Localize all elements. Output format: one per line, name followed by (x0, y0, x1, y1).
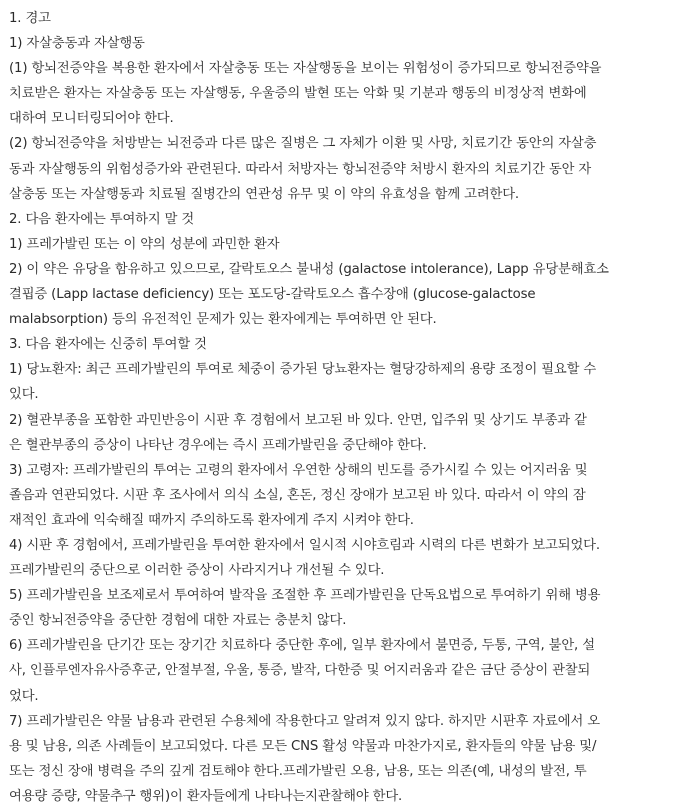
text-line: 5) 프레가발린을 보조제로서 투여하여 발작을 조절한 후 프레가발린을 단독요법으로 투여하기 위해 병용 (9, 588, 601, 604)
text-line: 사, 인플루엔자유사증후군, 안절부절, 우울, 통증, 발작, 다한증 및 어지러움과 같은 금단 증상이 관찰되 (9, 663, 591, 679)
text-line: 재적인 효과에 익숙해질 때까지 주의하도록 환자에게 주지 시켜야 한다. (9, 512, 414, 528)
text-line: (1) 항뇌전증약을 복용한 환자에서 자살충동 또는 자살행동을 보이는 위험성이 증가되므로 항뇌전증약을 (9, 61, 602, 77)
text-line: 용 및 남용, 의존 사례들이 보고되었다. 다른 모든 CNS 활성 약물과 마찬가지로, 환자들의 약물 남용 및/ (9, 738, 597, 754)
text-line: (2) 항뇌전증약을 처방받는 뇌전증과 다른 많은 질병은 그 자체가 이환 및 사망, 치료기간 동안의 자살충 (9, 136, 597, 152)
text-line: 동과 자살행동의 위험성증가와 관련된다. 따라서 처방자는 항뇌전증약 처방시 환자의 치료기간 동안 자 (9, 161, 592, 177)
text-line: 3) 고령자: 프레가발린의 투여는 고령의 환자에서 우연한 상해의 빈도를 증가시킬 수 있는 어지러움 및 (9, 462, 588, 478)
text-line: 대하여 모니터링되어야 한다. (9, 111, 174, 127)
text-line: 졸음과 연관되었다. 시판 후 조사에서 의식 소실, 혼돈, 정신 장애가 보고된 바 있다. 따라서 이 약의 잠 (9, 487, 586, 503)
text-line: 결핍증 (Lapp lactase deficiency) 또는 포도당-갈락토오스 흡수장애 (glucose-galactose (9, 287, 536, 303)
subheading-suicidal: 1) 자살충동과 자살행동 (9, 36, 145, 52)
text-line: 또는 정신 장애 병력을 주의 깊게 검토해야 한다.프레가발린 오용, 남용, 또는 의존(예, 내성의 발전, 투 (9, 763, 587, 779)
heading-precautions: 3. 다음 환자에는 신중히 투여할 것 (9, 337, 207, 353)
text-line: 프레가발린의 중단으로 이러한 증상이 사라지거나 개선될 수 있다. (9, 563, 385, 579)
text-line: 있다. (9, 387, 39, 403)
text-line: 7) 프레가발린은 약물 남용과 관련된 수용체에 작용한다고 알려져 있지 않다. 하지만 시판후 자료에서 오 (9, 713, 600, 729)
text-line: 치료받은 환자는 자살충동 또는 자살행동, 우울증의 발현 또는 악화 및 기분과 행동의 비정상적 변화에 (9, 86, 587, 102)
text-line: 2) 이 약은 유당을 함유하고 있으므로, 갈락토오스 불내성 (galactose intolerance), Lapp 유당분해효소 (9, 261, 609, 277)
heading-warning: 1. 경고 (9, 11, 51, 26)
text-line: 6) 프레가발린을 단기간 또는 장기간 치료하다 중단한 후에, 일부 환자에서 불면증, 두통, 구역, 불안, 설 (9, 638, 595, 654)
text-line: 2) 혈관부종을 포함한 과민반응이 시판 후 경험에서 보고된 바 있다. 안면, 입주위 및 상기도 부종과 같 (9, 412, 587, 428)
text-line: 은 혈관부종의 증상이 나타난 경우에는 즉시 프레가발린을 중단해야 한다. (9, 437, 427, 453)
text-line: 1) 당뇨환자: 최근 프레가발린의 투여로 체중이 증가된 당뇨환자는 혈당강하제의 용량 조정이 필요할 수 (9, 362, 597, 378)
text-line: 살충동 또는 자살행동과 치료될 질병간의 연관성 유무 및 이 약의 유효성을 함께 고려한다. (9, 186, 520, 202)
text-line: 1) 프레가발린 또는 이 약의 성분에 과민한 환자 (9, 236, 280, 252)
text-line: 었다. (9, 688, 39, 704)
text-line: 여용량 증량, 약물추구 행위)이 환자들에게 나타나는지관찰해야 한다. (9, 788, 403, 804)
text-line: malabsorption) 등의 유전적인 문제가 있는 환자에게는 투여하면 안 된다. (9, 312, 437, 328)
text-line: 중인 항뇌전증약을 중단한 경험에 대한 자료는 충분치 않다. (9, 613, 347, 629)
text-line: 4) 시판 후 경험에서, 프레가발린을 투여한 환자에서 일시적 시야흐림과 시력의 다른 변화가 보고되었다. (9, 537, 600, 553)
heading-contraindications: 2. 다음 환자에는 투여하지 말 것 (9, 211, 195, 227)
